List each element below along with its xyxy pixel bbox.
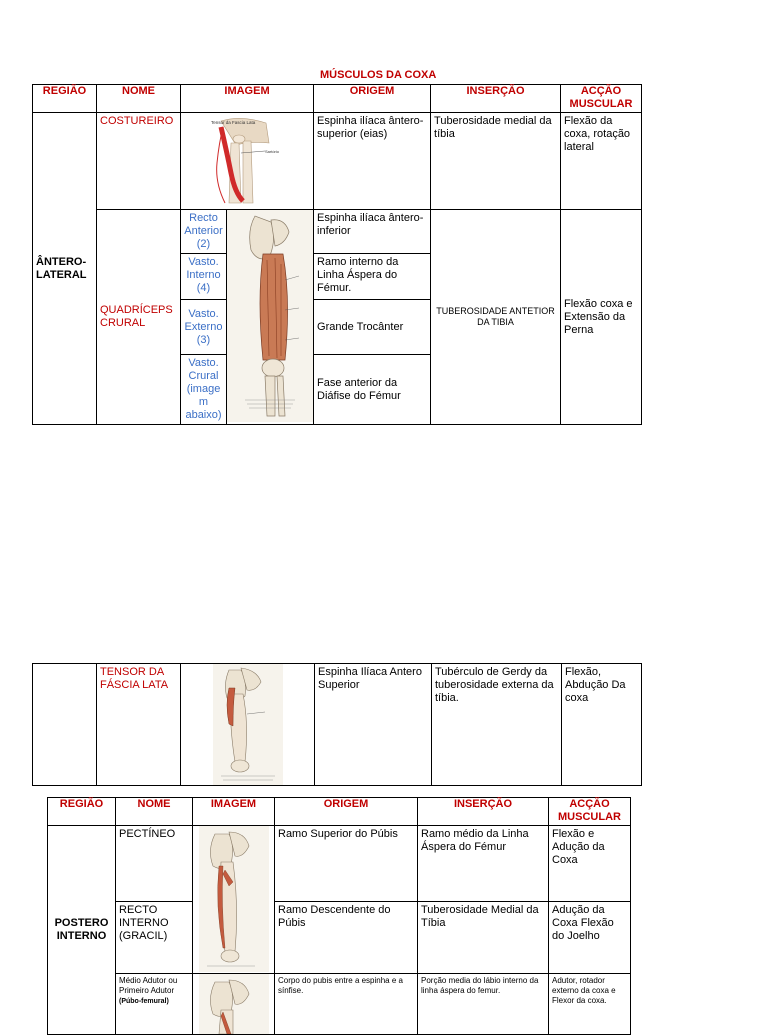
header-imagem: IMAGEM (181, 85, 314, 113)
origin-medio-adutor: Corpo do pubis entre a espinha e a sínfise. (275, 974, 418, 1035)
action-tensor: Flexão, Abdução Da coxa (562, 664, 642, 786)
origin-vasto-interno: Ramo interno da Linha Áspera do Fémur. (314, 254, 431, 300)
quad-part-vasto-interno: Vasto. Interno (4) (181, 254, 227, 300)
origin-costureiro: Espinha ilíaca ântero-superior (eias) (314, 113, 431, 210)
page-title: MÚSCULOS DA COXA (320, 69, 437, 81)
image-label-tensor: Tensor da Fascia Lata (211, 120, 256, 125)
header-imagem-2: IMAGEM (193, 798, 275, 826)
origin-vasto-externo: Grande Trocânter (314, 300, 431, 355)
sartorius-illustration (181, 113, 314, 209)
muscle-name-quadriceps: QUADRÍCEPS CRURAL (97, 210, 181, 425)
origin-pectineo: Ramo Superior do Púbis (275, 826, 418, 902)
insertion-pectineo: Ramo médio da Linha Áspera do Fémur (418, 826, 549, 902)
medio-adutor-image-cell (193, 974, 275, 1035)
region-cell: ÂNTERO-LATERAL (33, 113, 97, 425)
insertion-medio-adutor: Porção media do lábio interno da linha áspera do femur. (418, 974, 549, 1035)
header-origem: ORIGEM (314, 85, 431, 113)
muscles-table-anterolateral (32, 84, 642, 425)
muscle-name-tensor: TENSOR DA FÁSCIA LATA (97, 664, 181, 786)
header-accao-2: ACÇÃO MUSCULAR (549, 798, 631, 826)
origin-recto-interno: Ramo Descendente do Púbis (275, 902, 418, 974)
medio-adutor-subname: (Púbo-femural) (119, 998, 169, 1005)
quad-part-vasto-crural: Vasto. Crural (image m abaixo) (181, 355, 227, 425)
pectineus-gracilis-illustration (193, 826, 275, 972)
pectineo-image-cell (193, 826, 275, 974)
region-cell-posterointerno: POSTERO INTERNO (48, 826, 116, 1035)
origin-vasto-crural: Fase anterior da Diáfise do Fémur (314, 355, 431, 425)
action-recto-interno: Adução da Coxa Flexão do Joelho (549, 902, 631, 974)
medio-adutor-name: Médio Adutor ou Primeiro Adutor (119, 976, 178, 995)
muscles-table-posterointerno (47, 797, 631, 1035)
quadriceps-image-cell (227, 210, 314, 425)
muscle-name-costureiro: COSTUREIRO (97, 113, 181, 210)
header-accao: ACÇÃO MUSCULAR (561, 85, 642, 113)
quadriceps-illustration (227, 210, 313, 422)
muscles-table-tensor (32, 663, 642, 786)
muscle-name-recto-interno: RECTO INTERNO (GRACIL) (116, 902, 193, 974)
header-nome: NOME (97, 85, 181, 113)
insertion-quadriceps: TUBEROSIDADE ANTETIOR DA TIBIA (431, 210, 561, 425)
header-nome-2: NOME (116, 798, 193, 826)
origin-recto-anterior: Espinha ilíaca ântero-inferior (314, 210, 431, 254)
origin-tensor: Espinha Ilíaca Antero Superior (315, 664, 432, 786)
insertion-costureiro: Tuberosidade medial da tíbia (431, 113, 561, 210)
image-label-sartorio: Sartório (265, 149, 280, 154)
adductor-illustration (193, 974, 275, 1034)
action-costureiro: Flexão da coxa, rotação lateral (561, 113, 642, 210)
region-cell-empty (33, 664, 97, 786)
muscle-name-medio-adutor (116, 974, 193, 1035)
insertion-recto-interno: Tuberosidade Medial da Tíbia (418, 902, 549, 974)
action-medio-adutor: Adutor, rotador externo da coxa e Flexor da coxa. (549, 974, 631, 1035)
insertion-tensor: Tubérculo de Gerdy da tuberosidade externa da tíbia. (432, 664, 562, 786)
header-regiao: REGIÃO (33, 85, 97, 113)
header-insercao-2: INSERÇÃO (418, 798, 549, 826)
header-origem-2: ORIGEM (275, 798, 418, 826)
header-insercao: INSERÇÃO (431, 85, 561, 113)
quad-part-recto-anterior: Recto Anterior (2) (181, 210, 227, 254)
quad-part-vasto-externo: Vasto. Externo (3) (181, 300, 227, 355)
muscle-name-pectineo: PECTÍNEO (116, 826, 193, 902)
action-pectineo: Flexão e Adução da Coxa (549, 826, 631, 902)
costureiro-image-cell (181, 113, 314, 210)
tensor-fascia-lata-illustration (181, 664, 314, 785)
action-quadriceps: Flexão coxa e Extensão da Perna (561, 210, 642, 425)
header-regiao-2: REGIÃO (48, 798, 116, 826)
tensor-image-cell (181, 664, 315, 786)
